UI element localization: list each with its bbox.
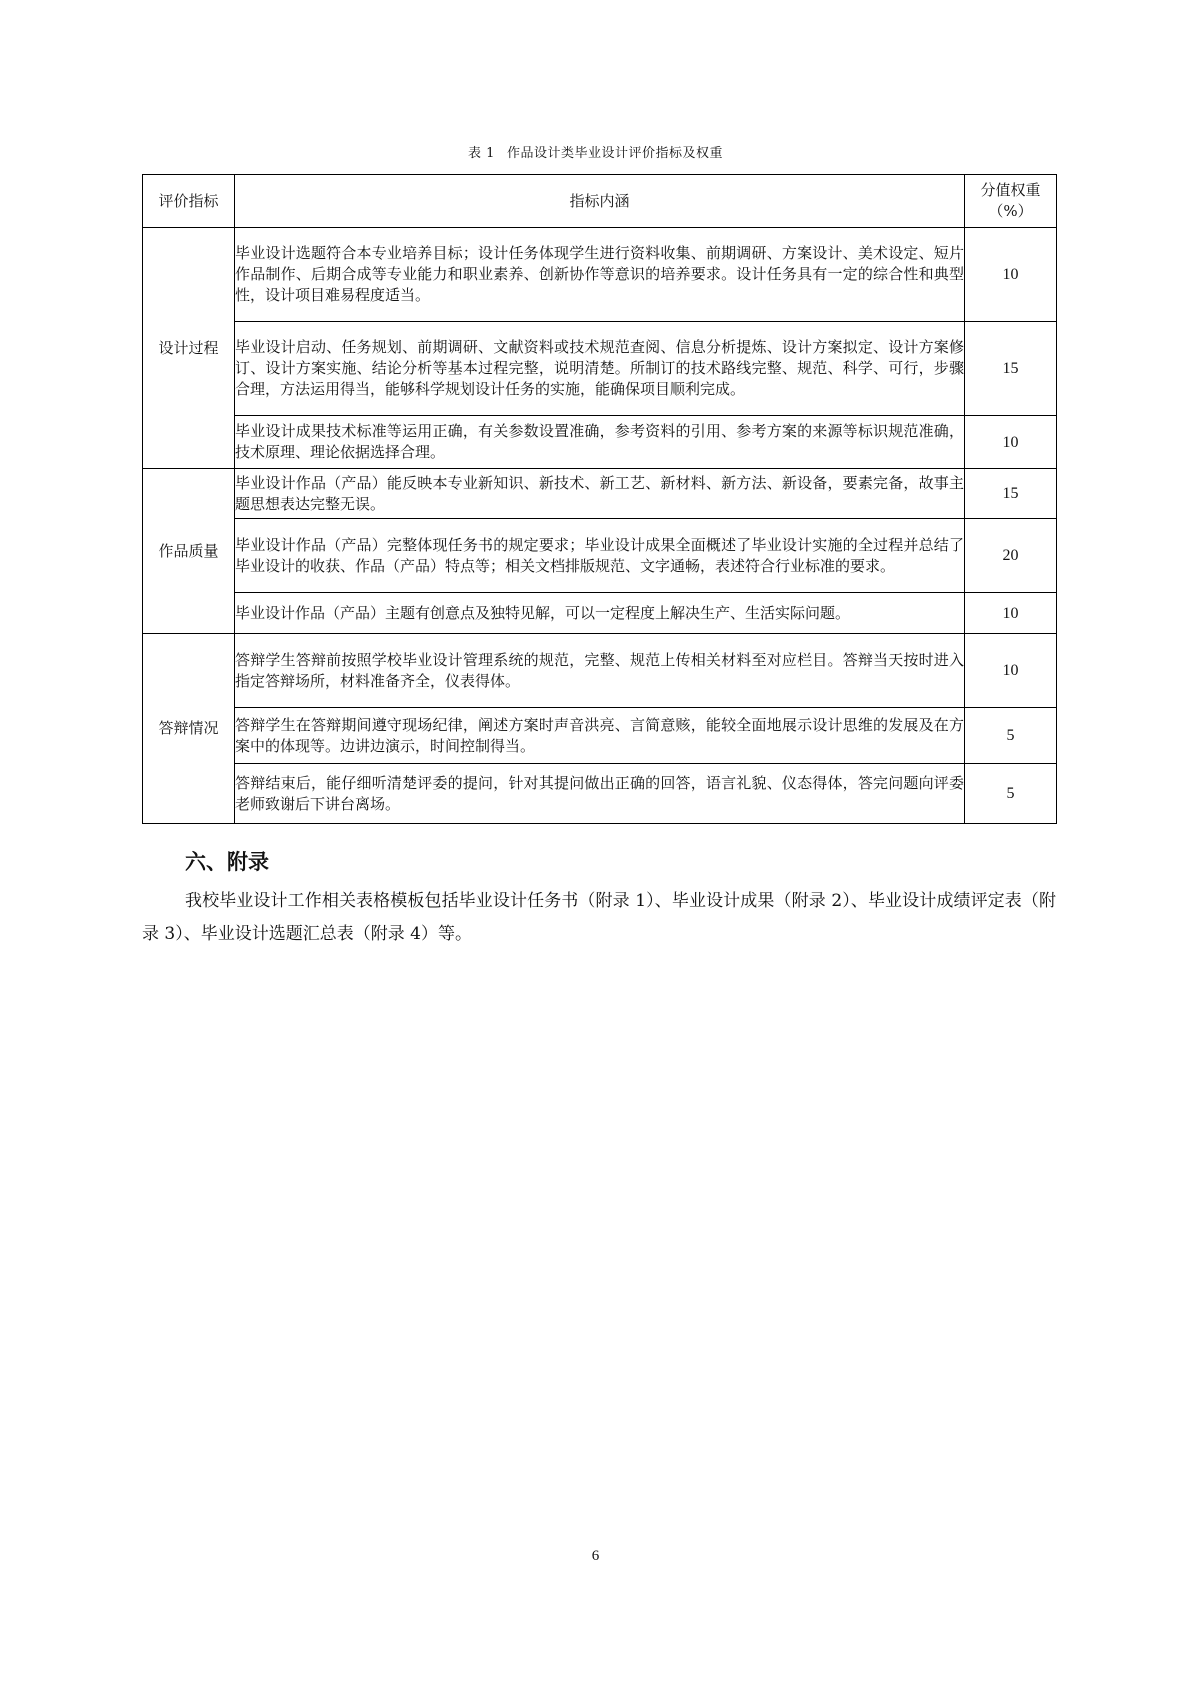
- category-work-quality: 作品质量: [143, 469, 235, 634]
- header-weight-line1: 分值权重: [980, 181, 1041, 199]
- indicator-content: 答辩结束后，能仔细听清楚评委的提问，针对其提问做出正确的回答，语言礼貌、仪态得体，答完问题向评委老师致谢后下讲台离场。: [235, 764, 965, 824]
- table-caption-number: 表 1: [468, 146, 495, 161]
- weight-value: 10: [965, 634, 1057, 708]
- weight-value: 15: [965, 469, 1057, 519]
- table-row: [143, 416, 1057, 469]
- weight-value: 20: [965, 519, 1057, 593]
- page-number: 6: [591, 1548, 600, 1564]
- table-caption: [0, 142, 1191, 161]
- indicator-content: 答辩学生在答辩期间遵守现场纪律，阐述方案时声音洪亮、言简意赅，能较全面地展示设计思维的发展及在方案中的体现等。边讲边演示，时间控制得当。: [235, 708, 965, 764]
- indicator-content: 答辩学生答辩前按照学校毕业设计管理系统的规范，完整、规范上传相关材料至对应栏目。答辩当天按时进入指定答辩场所，材料准备齐全，仪表得体。: [235, 634, 965, 708]
- section-title: 六、附录: [185, 850, 269, 874]
- category-defense: 答辩情况: [143, 634, 235, 824]
- indicator-content: 毕业设计作品（产品）完整体现任务书的规定要求；毕业设计成果全面概述了毕业设计实施的全过程并总结了毕业设计的收获、作品（产品）特点等；相关文档排版规范、文字通畅，表述符合行业标准的要求。: [235, 519, 965, 593]
- indicator-content: 毕业设计作品（产品）主题有创意点及独特见解，可以一定程度上解决生产、生活实际问题。: [235, 593, 965, 634]
- weight-value: 5: [965, 708, 1057, 764]
- table-row: [143, 764, 1057, 824]
- table-row: [143, 469, 1057, 519]
- table-header-row: [143, 175, 1057, 228]
- table-row: [143, 708, 1057, 764]
- indicator-content: 毕业设计作品（产品）能反映本专业新知识、新技术、新工艺、新材料、新方法、新设备，要素完备，故事主题思想表达完整无误。: [235, 469, 965, 519]
- table-row: [143, 593, 1057, 634]
- indicator-content: 毕业设计启动、任务规划、前期调研、文献资料或技术规范查阅、信息分析提炼、设计方案拟定、设计方案修订、设计方案实施、结论分析等基本过程完整，说明清楚。所制订的技术路线完整、规范、科学、可行，步骤合理，方法运用得当，能够科学规划设计任务的实施，能确保项目顺利完成。: [235, 322, 965, 416]
- header-weight: [965, 175, 1057, 228]
- weight-value: 10: [965, 228, 1057, 322]
- table-row: [143, 634, 1057, 708]
- header-content: 指标内涵: [235, 175, 965, 228]
- indicator-content: 毕业设计成果技术标准等运用正确，有关参数设置准确，参考资料的引用、参考方案的来源等标识规范准确，技术原理、理论依据选择合理。: [235, 416, 965, 469]
- weight-value: 10: [965, 416, 1057, 469]
- table-row: [143, 322, 1057, 416]
- header-indicator: 评价指标: [143, 175, 235, 228]
- table-caption-title: 作品设计类毕业设计评价指标及权重: [506, 146, 723, 161]
- weight-value: 10: [965, 593, 1057, 634]
- weight-value: 15: [965, 322, 1057, 416]
- table-row: [143, 519, 1057, 593]
- table-row: [143, 228, 1057, 322]
- evaluation-table: [142, 174, 1057, 824]
- indicator-content: 毕业设计选题符合本专业培养目标；设计任务体现学生进行资料收集、前期调研、方案设计、美术设定、短片作品制作、后期合成等专业能力和职业素养、创新协作等意识的培养要求。设计任务具有一定的综合性和典型性，设计项目难易程度适当。: [235, 228, 965, 322]
- weight-value: 5: [965, 764, 1057, 824]
- appendix-paragraph: 我校毕业设计工作相关表格模板包括毕业设计任务书（附录 1）、毕业设计成果（附录 2）、毕业设计成绩评定表（附录 3）、毕业设计选题汇总表（附录 4）等。: [142, 891, 1056, 944]
- header-weight-line2: （%）: [988, 202, 1033, 220]
- category-design-process: 设计过程: [143, 228, 235, 469]
